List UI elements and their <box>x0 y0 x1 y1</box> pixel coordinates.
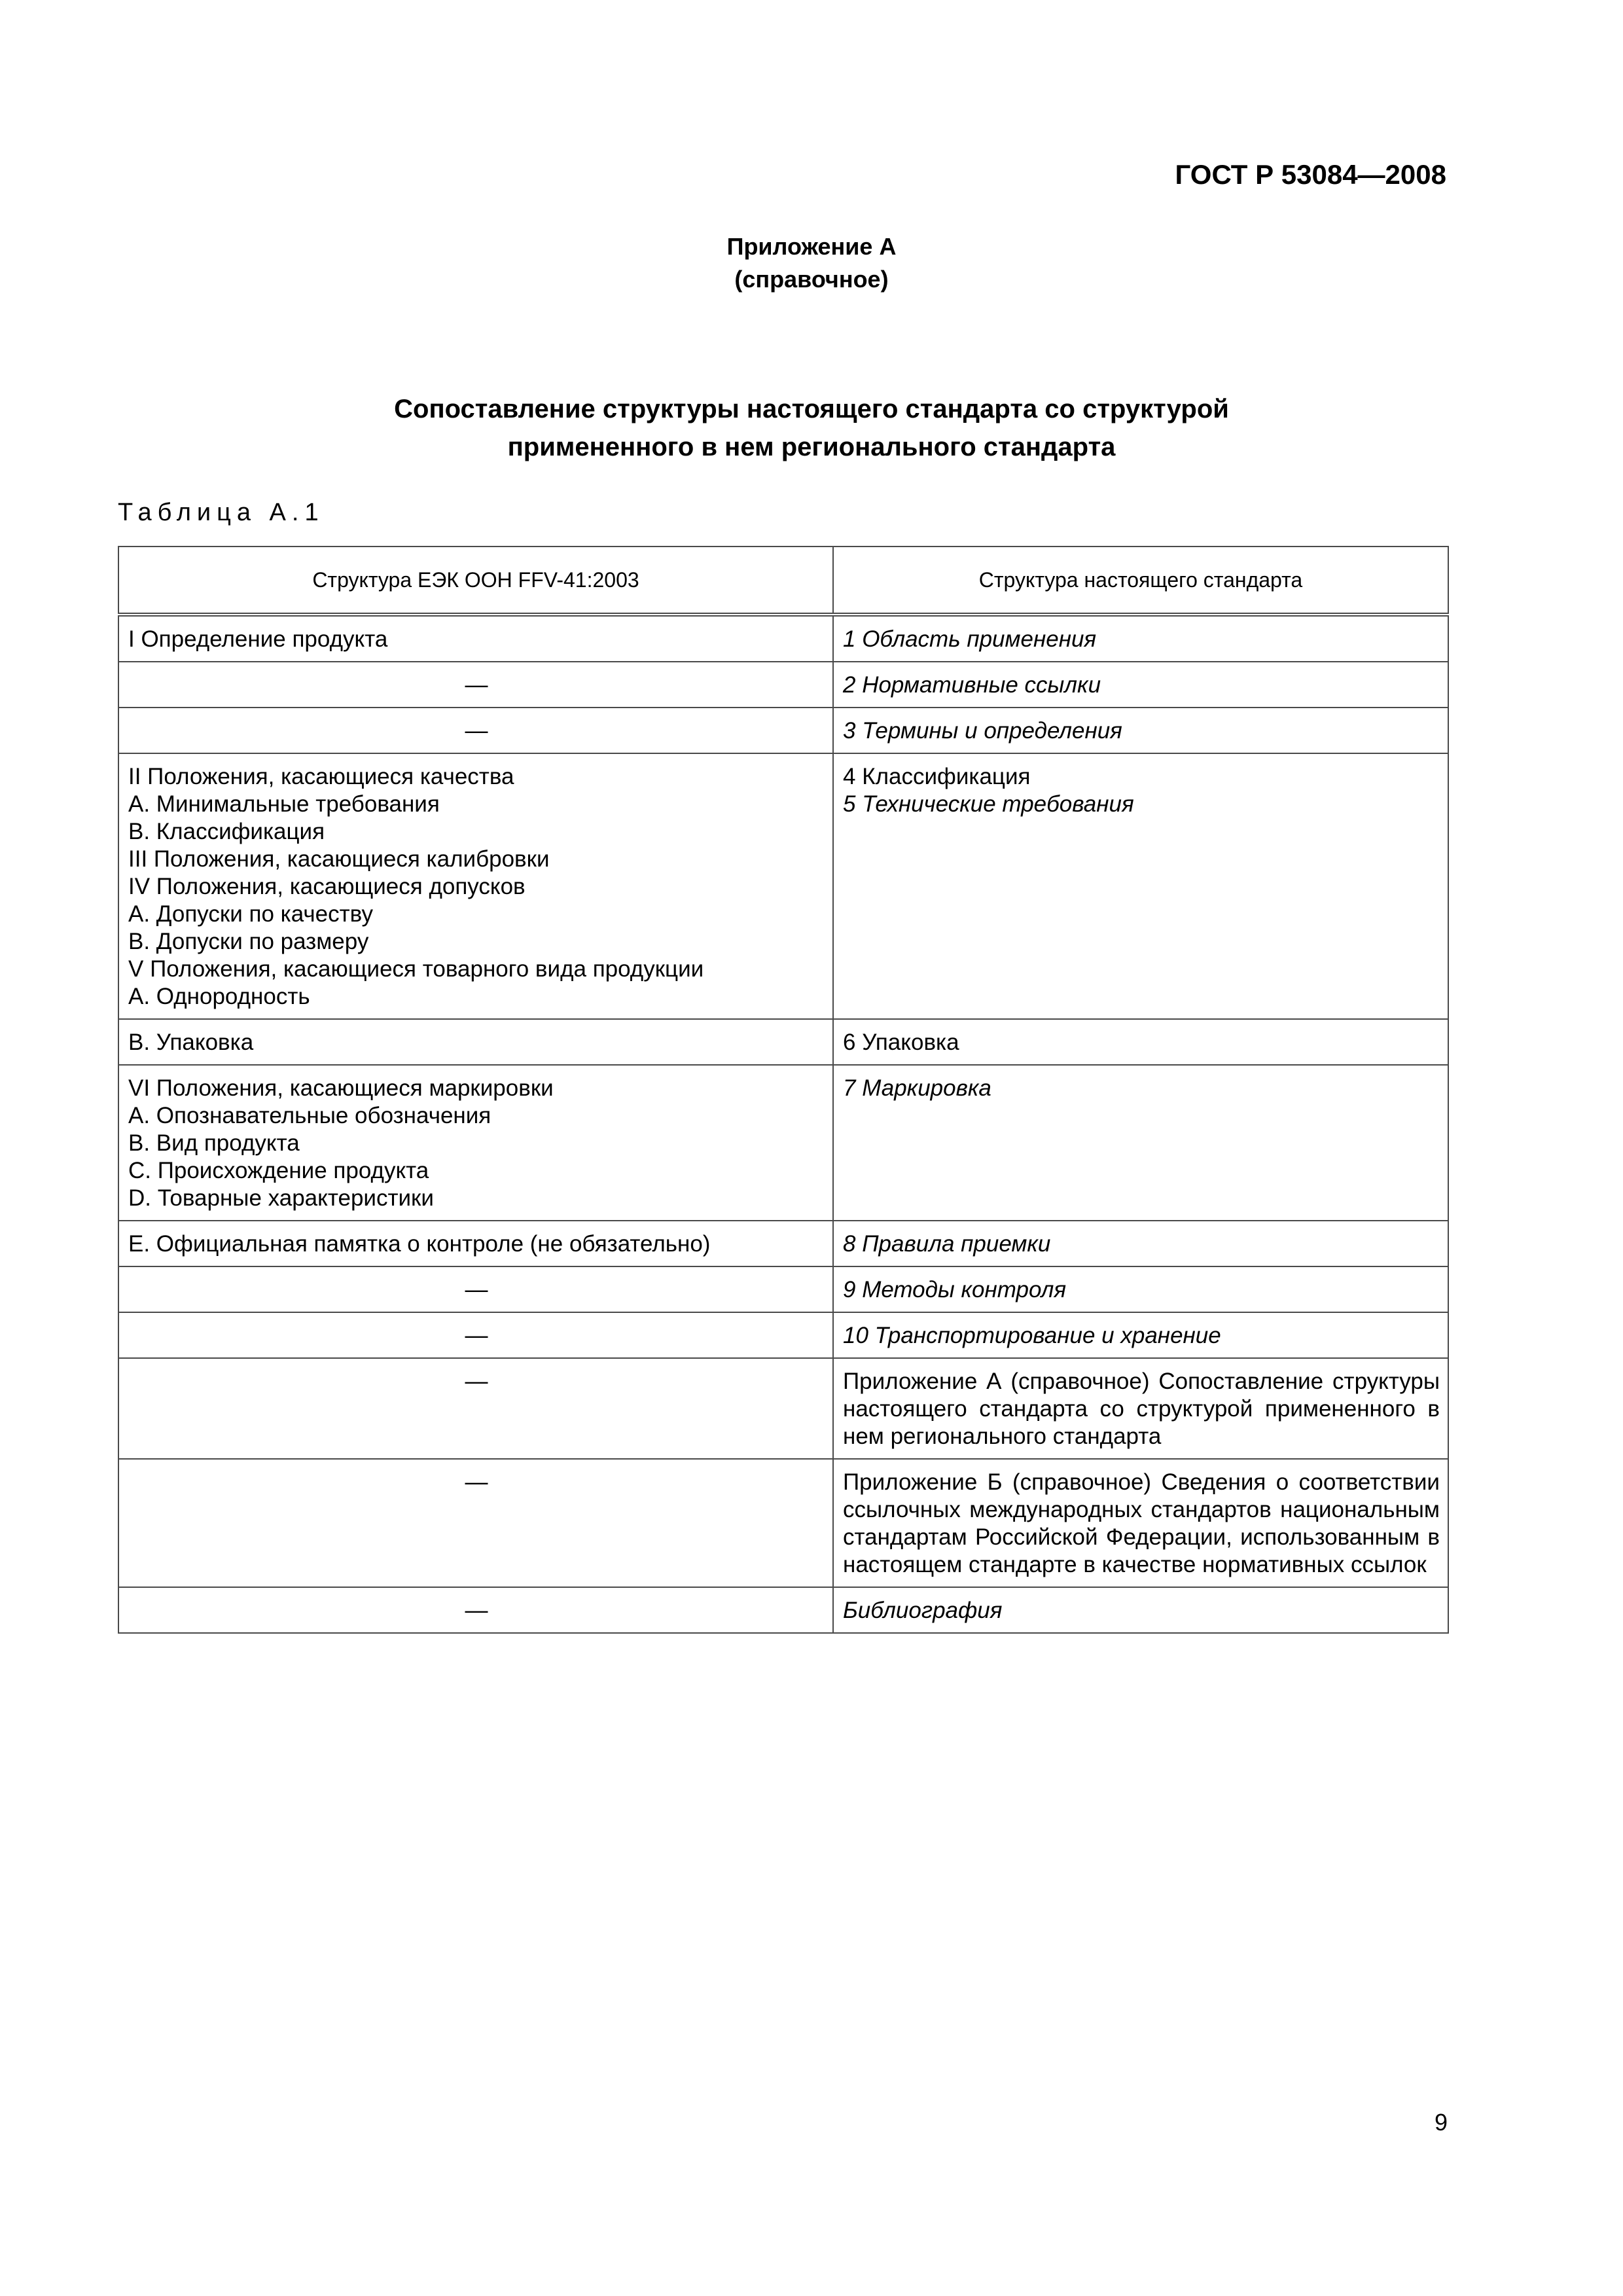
table-row <box>118 662 1448 708</box>
standard-structure-line: Приложение А (справочное) Сопоставление структуры настоящего стандарта со структурой примененного в нем регионального стандарта <box>843 1369 1440 1449</box>
appendix-heading <box>0 230 1623 296</box>
standard-structure-line: 5 Технические требования <box>843 791 1134 817</box>
title-line-1: Сопоставление структуры настоящего стандарта со структурой <box>394 395 1229 423</box>
source-structure-line: — <box>465 1469 488 1495</box>
standard-structure-line: 9 Методы контроля <box>843 1277 1067 1302</box>
standard-structure-line: 10 Транспортирование и хранение <box>843 1323 1221 1348</box>
source-structure-line: А. Однородность <box>128 984 310 1009</box>
standard-structure-line: 2 Нормативные ссылки <box>843 672 1101 698</box>
cell-source-structure <box>118 1221 833 1266</box>
source-structure-line: А. Опознавательные обозначения <box>128 1103 491 1128</box>
standard-structure-line: 3 Термины и определения <box>843 718 1122 744</box>
table-row <box>118 1587 1448 1633</box>
table-row <box>118 1065 1448 1221</box>
standard-structure-line: 7 Маркировка <box>843 1075 991 1101</box>
source-structure-line: — <box>465 718 488 744</box>
cell-standard-structure <box>833 1587 1448 1633</box>
table-row <box>118 708 1448 753</box>
standard-structure-line: Библиография <box>843 1598 1003 1623</box>
cell-source-structure <box>118 662 833 708</box>
source-structure-line: — <box>465 1598 488 1623</box>
source-structure-line: — <box>465 1369 488 1394</box>
table-label: Таблица А.1 <box>118 499 325 526</box>
document-code: ГОСТ Р 53084—2008 <box>1175 159 1446 190</box>
structure-comparison-table <box>118 546 1449 1634</box>
cell-standard-structure <box>833 1221 1448 1266</box>
source-structure-line: II Положения, касающиеся качества <box>128 764 514 789</box>
cell-standard-structure <box>833 1266 1448 1312</box>
table-body <box>118 615 1448 1633</box>
standard-structure-line: 1 Область применения <box>843 626 1097 652</box>
cell-standard-structure <box>833 1019 1448 1065</box>
standard-structure-line: 6 Упаковка <box>843 1030 959 1055</box>
source-structure-line: IV Положения, касающиеся допусков <box>128 874 526 899</box>
source-structure-line: В. Допуски по размеру <box>128 929 369 954</box>
cell-source-structure <box>118 708 833 753</box>
cell-source-structure <box>118 1019 833 1065</box>
appendix-label: Приложение А <box>726 233 897 260</box>
table-row <box>118 1459 1448 1587</box>
cell-source-structure <box>118 1312 833 1358</box>
source-structure-line: В. Упаковка <box>128 1030 254 1055</box>
page-title <box>0 390 1623 466</box>
cell-standard-structure <box>833 708 1448 753</box>
cell-source-structure <box>118 1459 833 1587</box>
cell-source-structure <box>118 1587 833 1633</box>
source-structure-line: А. Минимальные требования <box>128 791 440 817</box>
source-structure-line: VI Положения, касающиеся маркировки <box>128 1075 554 1101</box>
cell-source-structure <box>118 615 833 662</box>
cell-source-structure <box>118 1266 833 1312</box>
cell-standard-structure <box>833 1358 1448 1459</box>
source-structure-line: — <box>465 1277 488 1302</box>
cell-standard-structure <box>833 753 1448 1019</box>
cell-standard-structure <box>833 1312 1448 1358</box>
source-structure-line: V Положения, касающиеся товарного вида продукции <box>128 956 704 982</box>
standard-structure-line: 4 Классификация <box>843 764 1031 789</box>
standard-structure-line: 8 Правила приемки <box>843 1231 1051 1257</box>
source-structure-line: — <box>465 1323 488 1348</box>
source-structure-line: Е. Официальная памятка о контроле (не обязательно) <box>128 1231 711 1257</box>
cell-source-structure <box>118 1358 833 1459</box>
table-row <box>118 615 1448 662</box>
source-structure-line: А. Допуски по качеству <box>128 901 373 927</box>
source-structure-line: I Определение продукта <box>128 626 388 652</box>
standard-structure-line: Приложение Б (справочное) Сведения о соответствии ссылочных международных стандартов национальным стандартам Российской Федерации, использованным в настоящем стандарте в качестве нормативных ссылок <box>843 1469 1440 1577</box>
column-header-standard-structure: Структура настоящего стандарта <box>833 547 1448 615</box>
table-row <box>118 1266 1448 1312</box>
cell-standard-structure <box>833 662 1448 708</box>
cell-source-structure <box>118 1065 833 1221</box>
source-structure-line: В. Классификация <box>128 819 325 844</box>
cell-standard-structure <box>833 615 1448 662</box>
table-row <box>118 1312 1448 1358</box>
cell-standard-structure <box>833 1459 1448 1587</box>
table-header-row <box>118 547 1448 615</box>
table-row <box>118 753 1448 1019</box>
source-structure-line: III Положения, касающиеся калибровки <box>128 846 550 872</box>
table-row <box>118 1019 1448 1065</box>
table-row <box>118 1358 1448 1459</box>
source-structure-line: D. Товарные характеристики <box>128 1185 434 1211</box>
title-line-2: примененного в нем регионального стандарта <box>507 433 1116 461</box>
cell-source-structure <box>118 753 833 1019</box>
column-header-source-structure: Структура ЕЭК ООН FFV-41:2003 <box>118 547 833 615</box>
cell-standard-structure <box>833 1065 1448 1221</box>
appendix-type: (справочное) <box>734 266 889 293</box>
source-structure-line: С. Происхождение продукта <box>128 1158 429 1183</box>
source-structure-line: — <box>465 672 488 698</box>
page-number: 9 <box>1434 2109 1448 2136</box>
table-row <box>118 1221 1448 1266</box>
source-structure-line: В. Вид продукта <box>128 1130 300 1156</box>
